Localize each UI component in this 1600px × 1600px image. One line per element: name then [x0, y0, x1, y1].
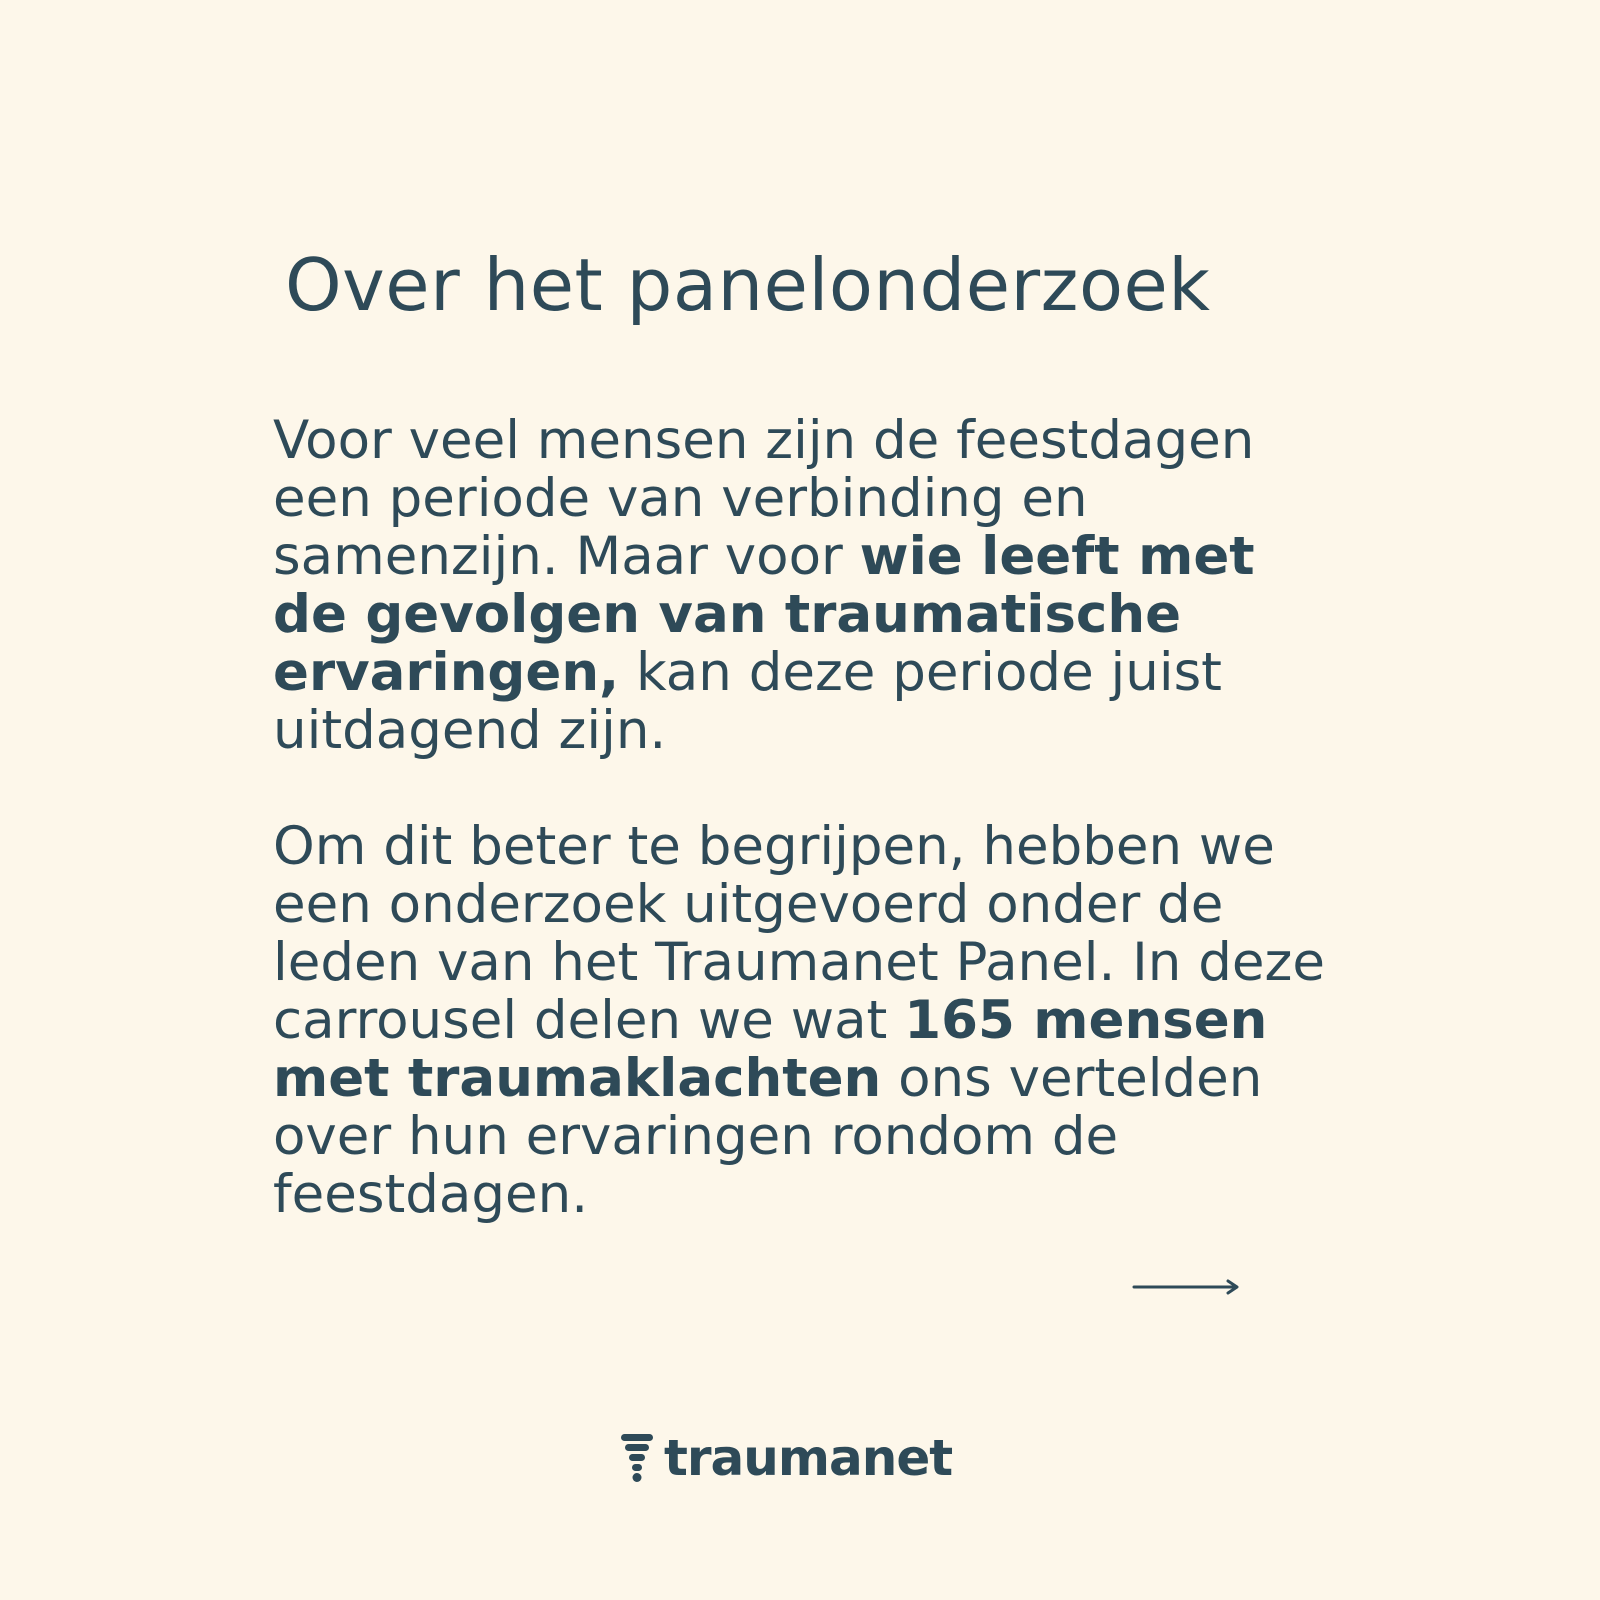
paragraph-research-text-2: ons vertelden over hun ervaringen rondom de feestdagen. [273, 1048, 1263, 1225]
arrow-right-icon[interactable] [1132, 1272, 1242, 1302]
paragraph-research [273, 818, 1333, 1224]
brand-name: traumanet [664, 1429, 953, 1487]
brand-logo [620, 1428, 952, 1488]
paragraph-research-emphasis: 165 mensen met traumaklachten [273, 990, 1268, 1109]
paragraph-intro-text-1: Voor veel mensen zijn de feestdagen een periode van verbinding en samenzijn. Maar voor [273, 410, 1255, 587]
page-title: Over het panelonderzoek [285, 243, 1211, 327]
traumanet-logo-icon [620, 1432, 654, 1484]
paragraph-intro-emphasis: wie leeft met de gevolgen van traumatische ervaringen, [273, 526, 1255, 703]
paragraph-research-text-1: Om dit beter te begrijpen, hebben we een onderzoek uitgevoerd onder de leden van het Traumanet Panel. In deze carrousel delen we wat [273, 816, 1325, 1051]
paragraph-intro [273, 412, 1333, 760]
body-text [273, 412, 1333, 1224]
paragraph-intro-text-2: kan deze periode juist uitdagend zijn. [273, 642, 1222, 761]
